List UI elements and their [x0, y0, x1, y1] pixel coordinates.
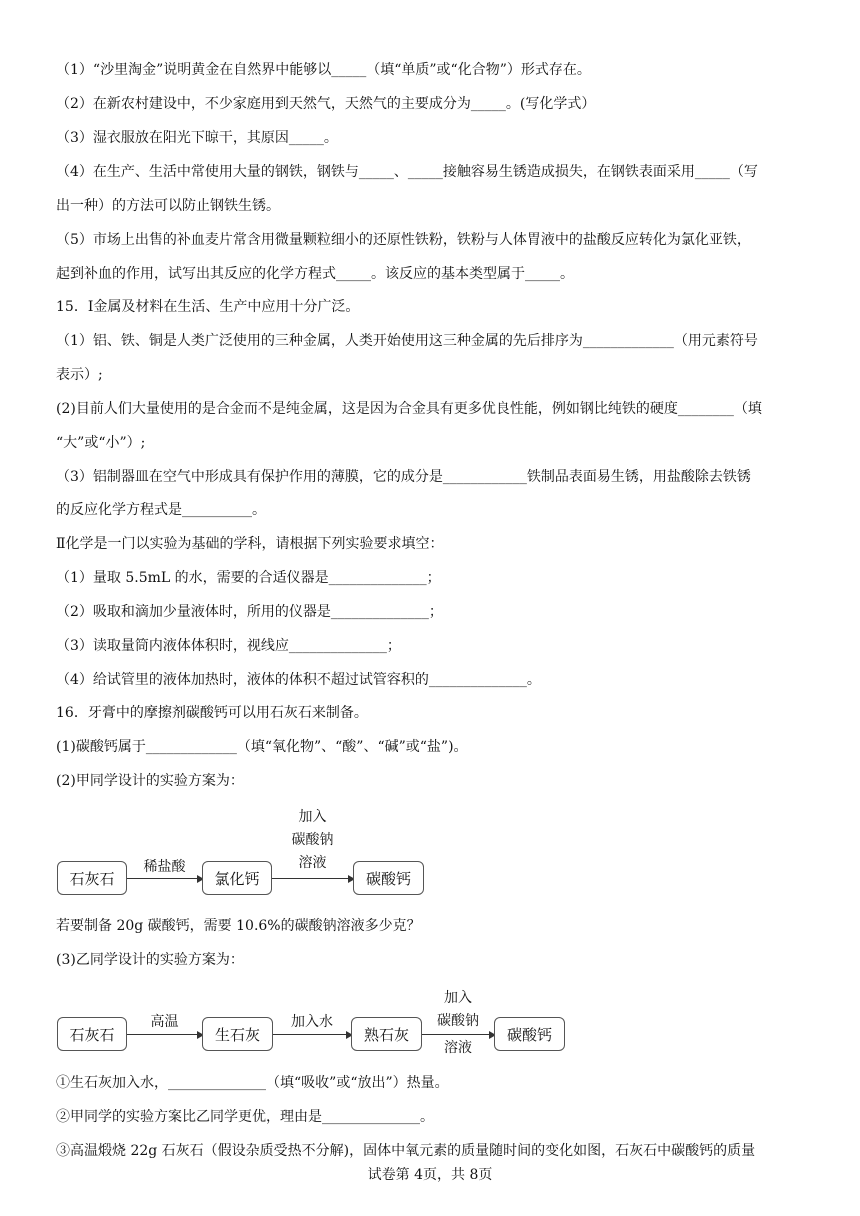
- flow1-arrow-2-label-line2: 碳酸钠: [291, 832, 334, 848]
- flow1-node-calcium-chloride: 氯化钙: [202, 861, 272, 895]
- flow2-node-slaked-lime: 熟石灰: [351, 1017, 422, 1051]
- question-15-title: 15．Ⅰ金属及材料在生活、生产中应用十分广泛。: [56, 299, 360, 315]
- flow1-arrow-2-label-line3: 溶液: [298, 855, 327, 871]
- text-line-l14: 的反应化学方程式是__________。: [56, 502, 266, 518]
- text-line-l4: （4）在生产、生活中常使用大量的钢铁，钢铁与_____、_____接触容易生锈造成损失，在钢铁表面采用_____（写: [56, 164, 758, 180]
- flow-diagram-yi: [56, 985, 576, 1055]
- flow2-arrow-2: [273, 1034, 351, 1035]
- flow1-arrow-2: [272, 878, 353, 879]
- flow2-node-calcium-carbonate: 碳酸钙: [494, 1017, 565, 1051]
- flow1-arrow-1-label: 稀盐酸: [143, 859, 186, 875]
- text-line-l26: ②甲同学的实验方案比乙同学更优，理由是______________。: [56, 1109, 434, 1125]
- flow2-arrow-2-label: 加入水: [291, 1014, 333, 1030]
- text-line-l3: （3）湿衣服放在阳光下晾干，其原因_____。: [56, 130, 338, 146]
- flow1-node-calcium-carbonate: 碳酸钙: [353, 861, 424, 895]
- text-line-l11: (2)目前人们大量使用的是合金而不是纯金属，这是因为合金具有更多优良性能，例如钢比纯铁的硬度________（填: [56, 401, 762, 417]
- text-line-l17: （2）吸取和滴加少量液体时，所用的仪器是______________；: [56, 604, 443, 620]
- flow1-arrow-2-label-line1: 加入: [298, 809, 327, 825]
- text-line-l1: （1）“沙里淘金”说明黄金在自然界中能够以_____（填“单质”或“化合物”）形式存在。: [56, 62, 591, 78]
- text-line-l22: (2)甲同学设计的实验方案为：: [56, 773, 244, 789]
- flow1-arrow-1: [127, 878, 202, 879]
- text-line-l6: （5）市场上出售的补血麦片常含用微量颗粒细小的还原性铁粉，铁粉与人体胃液中的盐酸反应转化为氯化亚铁，: [56, 232, 751, 248]
- flow2-arrow-3-label-line2: 碳酸钠: [437, 1013, 479, 1029]
- text-line-l23: 若要制备 20g 碳酸钙，需要 10.6%的碳酸钠溶液多少克？: [56, 918, 421, 934]
- text-line-l15: Ⅱ化学是一门以实验为基础的学科，请根据下列实验要求填空：: [56, 536, 444, 552]
- flow2-arrow-1-label: 高温: [150, 1014, 179, 1030]
- text-line-l16: （1）量取 5.5mL 的水，需要的合适仪器是______________；: [56, 570, 441, 586]
- text-line-l9: （1）铝、铁、铜是人类广泛使用的三种金属，人类开始使用这三种金属的先后排序为_____________（用元素符号: [56, 333, 758, 349]
- text-line-l25: ①生石灰加入水，______________（填“吸收”或“放出”）热量。: [56, 1075, 449, 1091]
- text-line-l13: （3）铝制器皿在空气中形成具有保护作用的薄膜，它的成分是____________铁制品表面易生锈，用盐酸除去铁锈: [56, 469, 751, 485]
- flow2-arrow-1: [127, 1034, 202, 1035]
- flow2-node-limestone: 石灰石: [57, 1017, 127, 1051]
- text-line-l2: （2）在新农村建设中，不少家庭用到天然气，天然气的主要成分为_____。(写化学式）: [56, 96, 596, 112]
- text-line-l5: 出一种）的方法可以防止钢铁生锈。: [56, 198, 280, 214]
- text-line-l21: (1)碳酸钙属于_____________（填“氧化物”、“酸”、“碱”或“盐”)。: [56, 739, 468, 755]
- text-line-l10: 表示）;: [56, 367, 103, 383]
- flow2-node-quicklime: 生石灰: [202, 1017, 273, 1051]
- flow2-arrow-3-label-line1: 加入: [444, 990, 472, 1006]
- flow1-node-limestone: 石灰石: [57, 861, 127, 895]
- text-line-l27: ③高温煅烧 22g 石灰石（假设杂质受热不分解)，固体中氧元素的质量随时间的变化如图，石灰石中碳酸钙的质量: [56, 1143, 756, 1159]
- text-line-l12: “大”或“小”）;: [56, 435, 146, 451]
- text-line-l24: (3)乙同学设计的实验方案为：: [56, 952, 244, 968]
- flow2-arrow-3: [422, 1034, 494, 1035]
- flow2-arrow-3-label-line3: 溶液: [444, 1040, 472, 1056]
- page-footer: 试卷第 4页，共 8页: [367, 1167, 493, 1183]
- question-16-title: 16．牙膏中的摩擦剂碳酸钙可以用石灰石来制备。: [56, 705, 368, 721]
- text-line-l7: 起到补血的作用，试写出其反应的化学方程式_____。该反应的基本类型属于_____。: [56, 266, 574, 282]
- text-line-l18: （3）读取量筒内液体体积时，视线应______________；: [56, 638, 401, 654]
- flow-diagram-jia: [56, 800, 556, 900]
- text-line-l19: （4）给试管里的液体加热时，液体的体积不超过试管容积的______________。: [56, 672, 541, 688]
